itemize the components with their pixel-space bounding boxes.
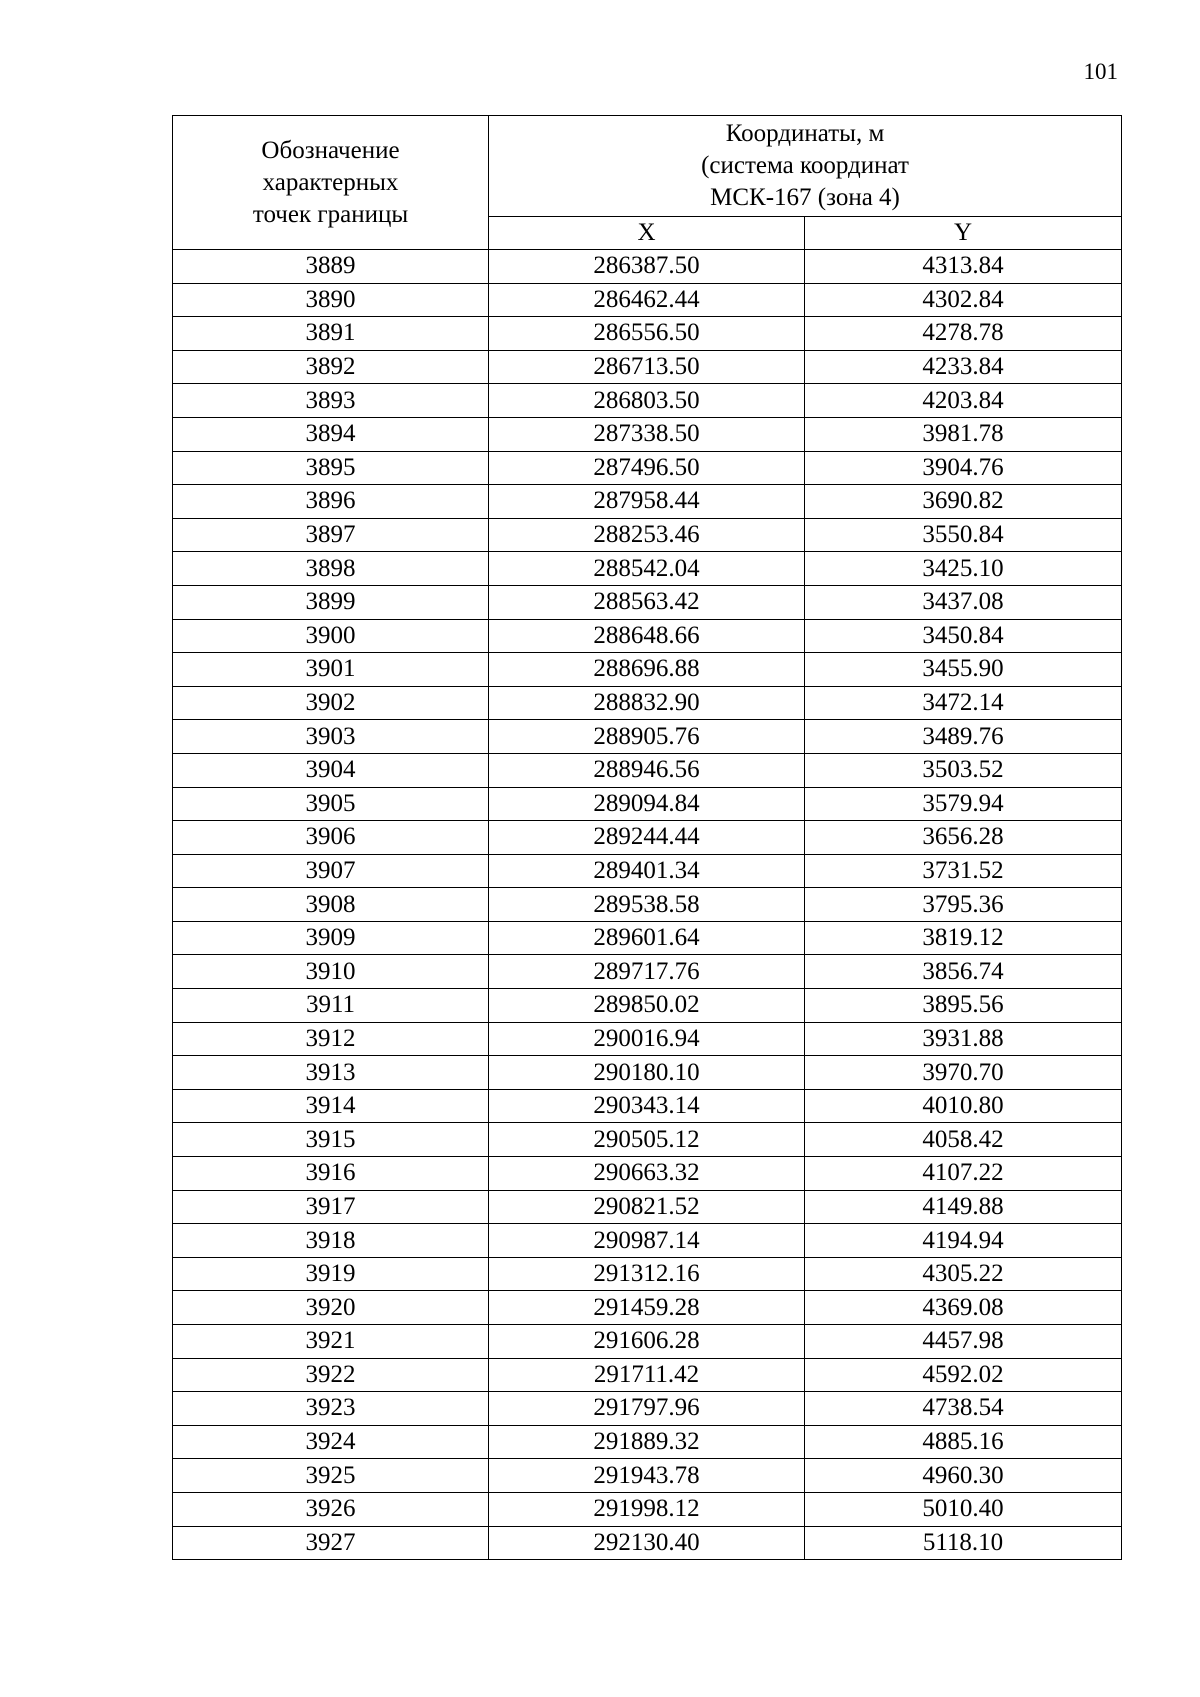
table-row (173, 250, 1122, 284)
header-point-label-line: характерных (262, 168, 399, 196)
cell-y: 3579.94 (805, 787, 1122, 821)
table-row (173, 417, 1122, 451)
table-row (173, 989, 1122, 1023)
cell-point: 3913 (173, 1056, 489, 1090)
cell-point: 3924 (173, 1425, 489, 1459)
cell-y: 3856.74 (805, 955, 1122, 989)
table-row (173, 1526, 1122, 1560)
cell-y: 3981.78 (805, 417, 1122, 451)
coordinates-table (172, 115, 1122, 1560)
table-row (173, 1224, 1122, 1258)
cell-y: 3489.76 (805, 720, 1122, 754)
table-row (173, 821, 1122, 855)
cell-x: 289717.76 (489, 955, 805, 989)
cell-y: 4194.94 (805, 1224, 1122, 1258)
table-row (173, 1325, 1122, 1359)
cell-x: 286803.50 (489, 384, 805, 418)
table-row (173, 686, 1122, 720)
cell-point: 3926 (173, 1492, 489, 1526)
table-row (173, 854, 1122, 888)
cell-y: 3895.56 (805, 989, 1122, 1023)
cell-y: 3819.12 (805, 921, 1122, 955)
cell-x: 292130.40 (489, 1526, 805, 1560)
header-point-label-line: точек границы (252, 200, 409, 228)
cell-y: 4592.02 (805, 1358, 1122, 1392)
cell-point: 3904 (173, 753, 489, 787)
cell-x: 289094.84 (489, 787, 805, 821)
cell-point: 3903 (173, 720, 489, 754)
cell-x: 287496.50 (489, 451, 805, 485)
cell-x: 290505.12 (489, 1123, 805, 1157)
cell-y: 4457.98 (805, 1325, 1122, 1359)
table-row (173, 485, 1122, 519)
cell-x: 286713.50 (489, 350, 805, 384)
cell-x: 287338.50 (489, 417, 805, 451)
cell-y: 4233.84 (805, 350, 1122, 384)
cell-point: 3890 (173, 283, 489, 317)
table-row (173, 350, 1122, 384)
table-row (173, 1123, 1122, 1157)
cell-y: 3437.08 (805, 585, 1122, 619)
cell-x: 286556.50 (489, 317, 805, 351)
cell-y: 3904.76 (805, 451, 1122, 485)
cell-x: 288648.66 (489, 619, 805, 653)
cell-y: 4107.22 (805, 1157, 1122, 1191)
cell-y: 3455.90 (805, 653, 1122, 687)
table-row (173, 451, 1122, 485)
cell-point: 3905 (173, 787, 489, 821)
cell-point: 3908 (173, 888, 489, 922)
cell-x: 291711.42 (489, 1358, 805, 1392)
header-coordinates-label-line: (система координат (701, 151, 909, 179)
cell-x: 290987.14 (489, 1224, 805, 1258)
table-row (173, 1459, 1122, 1493)
cell-x: 286387.50 (489, 250, 805, 284)
cell-point: 3897 (173, 518, 489, 552)
header-point-label (173, 116, 489, 250)
page-number: 101 (1083, 59, 1118, 84)
cell-y: 5010.40 (805, 1492, 1122, 1526)
cell-point: 3898 (173, 552, 489, 586)
cell-x: 287958.44 (489, 485, 805, 519)
cell-x: 288542.04 (489, 552, 805, 586)
cell-y: 3450.84 (805, 619, 1122, 653)
cell-point: 3914 (173, 1089, 489, 1123)
cell-y: 4302.84 (805, 283, 1122, 317)
table-body (173, 250, 1122, 1560)
cell-x: 289401.34 (489, 854, 805, 888)
cell-y: 4885.16 (805, 1425, 1122, 1459)
cell-point: 3900 (173, 619, 489, 653)
cell-y: 3690.82 (805, 485, 1122, 519)
cell-point: 3896 (173, 485, 489, 519)
cell-x: 288832.90 (489, 686, 805, 720)
cell-y: 4149.88 (805, 1190, 1122, 1224)
cell-x: 290180.10 (489, 1056, 805, 1090)
cell-x: 291943.78 (489, 1459, 805, 1493)
table-row (173, 1425, 1122, 1459)
cell-point: 3891 (173, 317, 489, 351)
cell-y: 4960.30 (805, 1459, 1122, 1493)
cell-y: 3795.36 (805, 888, 1122, 922)
cell-point: 3899 (173, 585, 489, 619)
cell-y: 4278.78 (805, 317, 1122, 351)
cell-point: 3912 (173, 1022, 489, 1056)
cell-y: 4010.80 (805, 1089, 1122, 1123)
cell-y: 3550.84 (805, 518, 1122, 552)
table-row (173, 753, 1122, 787)
cell-point: 3892 (173, 350, 489, 384)
cell-y: 4058.42 (805, 1123, 1122, 1157)
table-row (173, 1492, 1122, 1526)
cell-point: 3907 (173, 854, 489, 888)
table-row (173, 1089, 1122, 1123)
table-row (173, 1022, 1122, 1056)
table-row (173, 955, 1122, 989)
cell-x: 291889.32 (489, 1425, 805, 1459)
cell-y: 4305.22 (805, 1257, 1122, 1291)
header-point-label-line: Обозначение (261, 136, 400, 164)
table-row (173, 283, 1122, 317)
cell-x: 288253.46 (489, 518, 805, 552)
cell-y: 3970.70 (805, 1056, 1122, 1090)
cell-x: 288905.76 (489, 720, 805, 754)
table-row (173, 1392, 1122, 1426)
cell-point: 3918 (173, 1224, 489, 1258)
cell-point: 3893 (173, 384, 489, 418)
cell-point: 3916 (173, 1157, 489, 1191)
table-row (173, 1358, 1122, 1392)
cell-point: 3919 (173, 1257, 489, 1291)
header-coordinates-label-line: Координаты, м (725, 119, 885, 147)
table-row (173, 921, 1122, 955)
cell-x: 289850.02 (489, 989, 805, 1023)
cell-point: 3889 (173, 250, 489, 284)
cell-y: 3503.52 (805, 753, 1122, 787)
cell-point: 3894 (173, 417, 489, 451)
table-row (173, 552, 1122, 586)
cell-y: 5118.10 (805, 1526, 1122, 1560)
header-coordinates-label (489, 116, 1122, 217)
table-row (173, 1190, 1122, 1224)
cell-x: 291797.96 (489, 1392, 805, 1426)
table-row (173, 384, 1122, 418)
cell-x: 291312.16 (489, 1257, 805, 1291)
cell-point: 3925 (173, 1459, 489, 1493)
table-row (173, 518, 1122, 552)
cell-x: 290343.14 (489, 1089, 805, 1123)
cell-y: 3425.10 (805, 552, 1122, 586)
cell-point: 3927 (173, 1526, 489, 1560)
cell-x: 289538.58 (489, 888, 805, 922)
cell-x: 291606.28 (489, 1325, 805, 1359)
table-row (173, 1257, 1122, 1291)
table-header (173, 116, 1122, 250)
cell-x: 290821.52 (489, 1190, 805, 1224)
table-row (173, 317, 1122, 351)
cell-point: 3915 (173, 1123, 489, 1157)
cell-x: 290663.32 (489, 1157, 805, 1191)
cell-x: 289244.44 (489, 821, 805, 855)
table-row (173, 787, 1122, 821)
cell-y: 3731.52 (805, 854, 1122, 888)
table-row (173, 585, 1122, 619)
cell-point: 3902 (173, 686, 489, 720)
cell-point: 3920 (173, 1291, 489, 1325)
cell-y: 4313.84 (805, 250, 1122, 284)
header-coordinates-label-line: МСК-167 (зона 4) (710, 183, 900, 211)
cell-point: 3895 (173, 451, 489, 485)
cell-point: 3923 (173, 1392, 489, 1426)
cell-point: 3909 (173, 921, 489, 955)
cell-x: 291998.12 (489, 1492, 805, 1526)
table-row (173, 1291, 1122, 1325)
cell-y: 3931.88 (805, 1022, 1122, 1056)
cell-x: 288563.42 (489, 585, 805, 619)
table-row (173, 1056, 1122, 1090)
cell-point: 3922 (173, 1358, 489, 1392)
cell-x: 291459.28 (489, 1291, 805, 1325)
cell-point: 3910 (173, 955, 489, 989)
table-row (173, 653, 1122, 687)
cell-point: 3917 (173, 1190, 489, 1224)
cell-y: 3656.28 (805, 821, 1122, 855)
cell-x: 288946.56 (489, 753, 805, 787)
cell-x: 288696.88 (489, 653, 805, 687)
table-row (173, 888, 1122, 922)
cell-y: 4369.08 (805, 1291, 1122, 1325)
table-row (173, 619, 1122, 653)
cell-x: 286462.44 (489, 283, 805, 317)
cell-x: 290016.94 (489, 1022, 805, 1056)
cell-y: 4738.54 (805, 1392, 1122, 1426)
header-x: X (489, 216, 805, 249)
cell-point: 3906 (173, 821, 489, 855)
cell-point: 3901 (173, 653, 489, 687)
header-y: Y (805, 216, 1122, 249)
cell-y: 4203.84 (805, 384, 1122, 418)
cell-point: 3911 (173, 989, 489, 1023)
table-row (173, 720, 1122, 754)
cell-y: 3472.14 (805, 686, 1122, 720)
cell-point: 3921 (173, 1325, 489, 1359)
cell-x: 289601.64 (489, 921, 805, 955)
table-row (173, 1157, 1122, 1191)
